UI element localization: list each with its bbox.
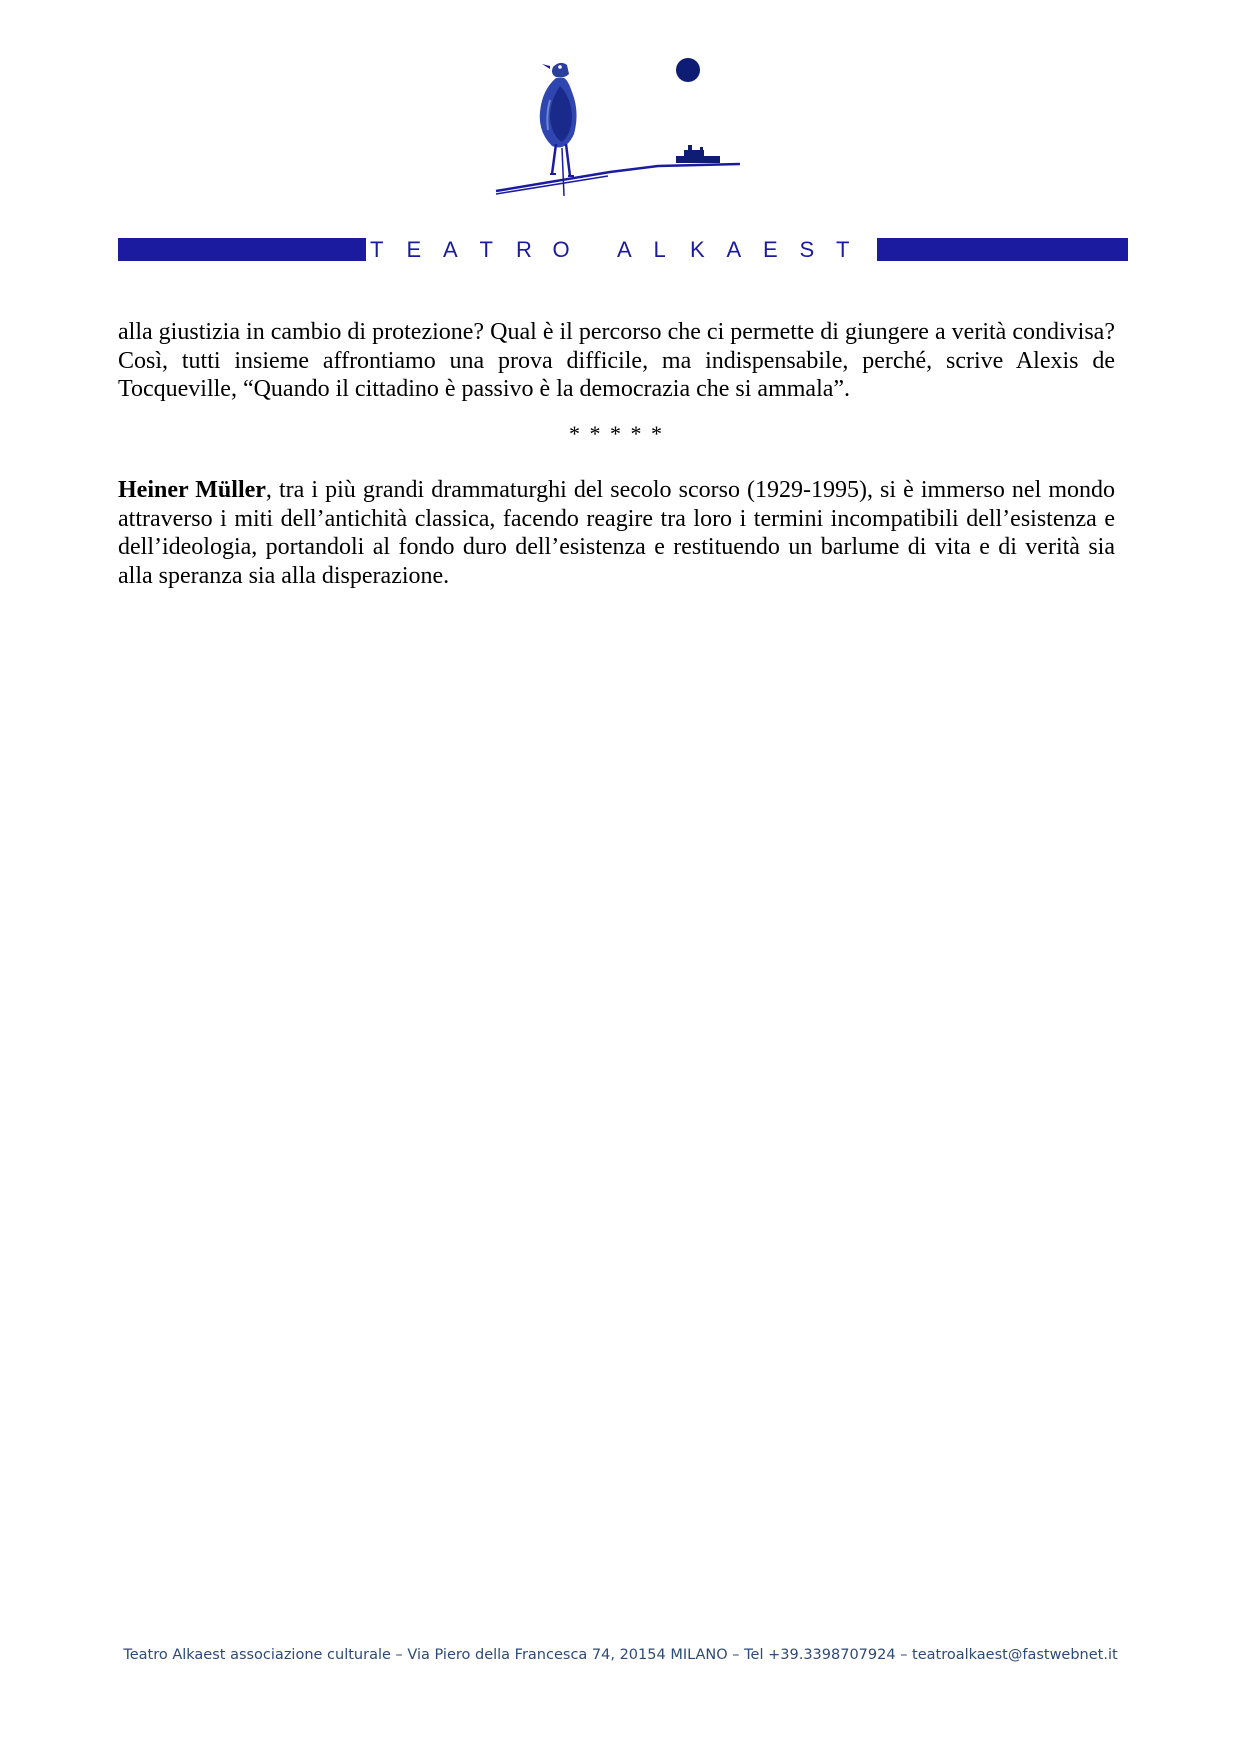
- banner-letter: T: [370, 238, 384, 261]
- banner-letter: S: [799, 238, 815, 261]
- banner-title: [366, 238, 877, 261]
- ship-icon: [676, 145, 720, 163]
- document-body: [118, 318, 1115, 590]
- paragraph-2: [118, 476, 1115, 590]
- author-name: Heiner Müller: [118, 477, 266, 503]
- banner-letter: O: [552, 238, 570, 261]
- teatro-alkaest-banner: [118, 238, 1128, 261]
- moon-icon: [676, 58, 700, 82]
- banner-letter: A: [443, 238, 458, 261]
- banner-letter: T: [836, 238, 850, 261]
- banner-letter: E: [763, 238, 778, 261]
- paragraph-1: alla giustizia in cambio di protezione? Qual è il percorso che ci permette di giungere a verità condivisa? Così, tutti insieme affrontiamo una prova difficile, ma indispensabile, perché, scrive Alexis de Tocqueville, “Quando il cittadino è passivo è la democrazia che si ammala”.: [118, 319, 1115, 402]
- banner-letter: A: [617, 238, 632, 261]
- footer-contact-line: Teatro Alkaest associazione culturale – Via Piero della Francesca 74, 20154 MILANO – Tel +39.3398707924 – teatroalkaest@fastwebnet.it: [123, 1647, 1118, 1663]
- banner-letter: T: [479, 238, 493, 261]
- banner-letter: R: [516, 238, 532, 261]
- banner-letter: L: [653, 238, 666, 261]
- bird-on-line-with-moon-and-ship-icon: [496, 58, 740, 196]
- bird-icon: [540, 63, 577, 196]
- teatro-alkaest-logo: [490, 50, 770, 205]
- banner-letter: E: [406, 238, 422, 261]
- banner-letter: K: [690, 238, 705, 261]
- horizon-line: [496, 164, 740, 191]
- section-separator: * * * * *: [569, 420, 664, 446]
- banner-letter: A: [726, 238, 742, 261]
- paragraph-2-text: , tra i più grandi drammaturghi del secolo scorso (1929-1995), si è immerso nel mondo attraverso i miti dell’antichità classica, facendo reagire tra loro i termini incompatibili dell’esistenza e dell’ideologia, portandoli al fondo duro dell’esistenza e restituendo un barlume di vita e di verità sia alla speranza sia alla disperazione.: [118, 477, 1115, 589]
